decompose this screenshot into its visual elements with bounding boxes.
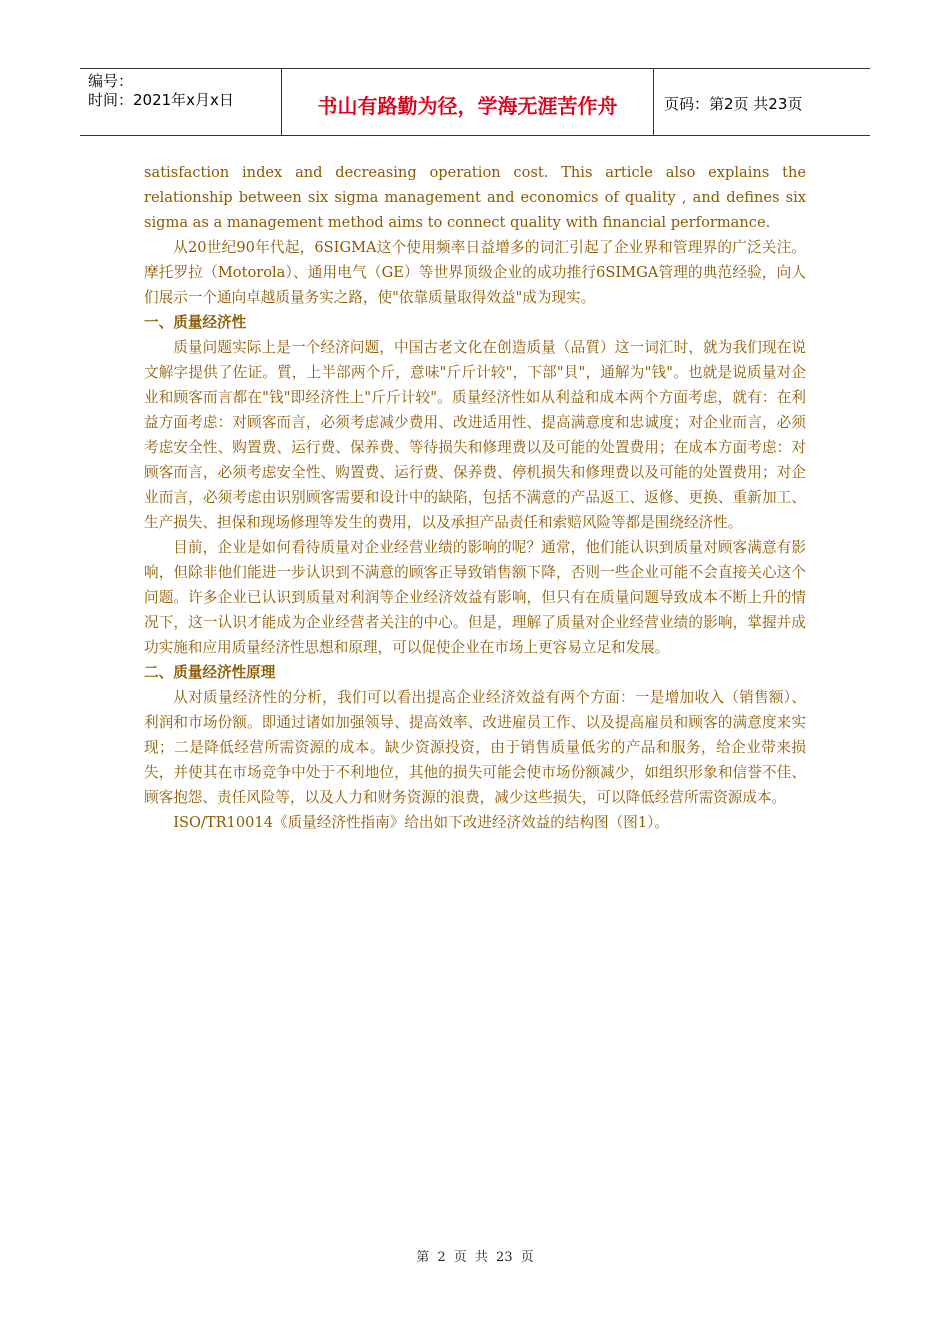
document-body (144, 160, 806, 835)
document-time-label: 时间：2021年x月x日 (88, 91, 234, 109)
intro-paragraph: 从20世纪90年代起，6SIGMA这个使用频率日益增多的词汇引起了企业界和管理界的广泛关注。摩托罗拉（Motorola）、通用电气（GE）等世界顶级企业的成功推行6SIMGA管理的典范经验，向人们展示一个通向卓越质量务实之路，使"依靠质量取得效益"成为现实。 (144, 239, 806, 306)
header-page-info: 页码：第2页 共23页 (664, 94, 803, 113)
header-meta-cell (80, 69, 282, 135)
abstract-english-tail: satisfaction index and decreasing operation cost. This article also explains the relationship between six sigma management and economics of quality , and defines six sigma as a management method aims to connect quality with financial performance. (144, 164, 806, 231)
section-1-heading: 一、质量经济性 (144, 314, 247, 331)
section-1-paragraph-1: 质量问题实际上是一个经济问题，中国古老文化在创造质量（品質）这一词汇时，就为我们现在说文解字提供了佐证。質，上半部两个斤，意味"斤斤计较"，下部"貝"，通解为"钱"。也就是说质量对企业和顾客而言都在"钱"即经济性上"斤斤计较"。质量经济性如从利益和成本两个方面考虑，就有：在利益方面考虑：对顾客而言，必须考虑减少费用、改进适用性、提高满意度和忠诚度；对企业而言，必须考虑安全性、购置费、运行费、保养费、等待损失和修理费以及可能的处置费用；在成本方面考虑：对顾客而言，必须考虑安全性、购置费、运行费、保养费、停机损失和修理费以及可能的处置费用；对企业而言，必须考虑由识别顾客需要和设计中的缺陷，包括不满意的产品返工、返修、更换、重新加工、生产损失、担保和现场修理等发生的费用，以及承担产品责任和索赔风险等都是围绕经济性。 (144, 339, 806, 531)
page-header (80, 68, 870, 136)
section-2-heading: 二、质量经济性原理 (144, 664, 276, 681)
section-2-paragraph-2: ISO/TR10014《质量经济性指南》给出如下改进经济效益的结构图（图1）。 (173, 814, 669, 831)
section-1-paragraph-2: 目前，企业是如何看待质量对企业经营业绩的影响的呢？通常，他们能认识到质量对顾客满意有影响，但除非他们能进一步认识到不满意的顾客正导致销售额下降，否则一些企业可能不会直接关心这个问题。许多企业已认识到质量对利润等企业经济效益有影响，但只有在质量问题导致成本不断上升的情况下，这一认识才能成为企业经营者关注的中心。但是，理解了质量对企业经营业绩的影响，掌握并成功实施和应用质量经济性思想和原理，可以促使企业在市场上更容易立足和发展。 (144, 539, 806, 656)
page-footer: 第 2 页 共 23 页 (416, 1250, 534, 1265)
header-motto: 书山有路勤为径，学海无涯苦作舟 (282, 69, 654, 135)
document-number-label: 编号： (88, 72, 134, 90)
section-2-paragraph-1: 从对质量经济性的分析，我们可以看出提高企业经济效益有两个方面：一是增加收入（销售额）、利润和市场份额。即通过诸如加强领导、提高效率、改进雇员工作、以及提高雇员和顾客的满意度来实现；二是降低经营所需资源的成本。缺少资源投资，由于销售质量低劣的产品和服务，给企业带来损失，并使其在市场竞争中处于不利地位，其他的损失可能会使市场份额减少，如组织形象和信誉不佳、顾客抱怨、责任风险等，以及人力和财务资源的浪费，减少这些损失，可以降低经营所需资源成本。 (144, 689, 806, 806)
